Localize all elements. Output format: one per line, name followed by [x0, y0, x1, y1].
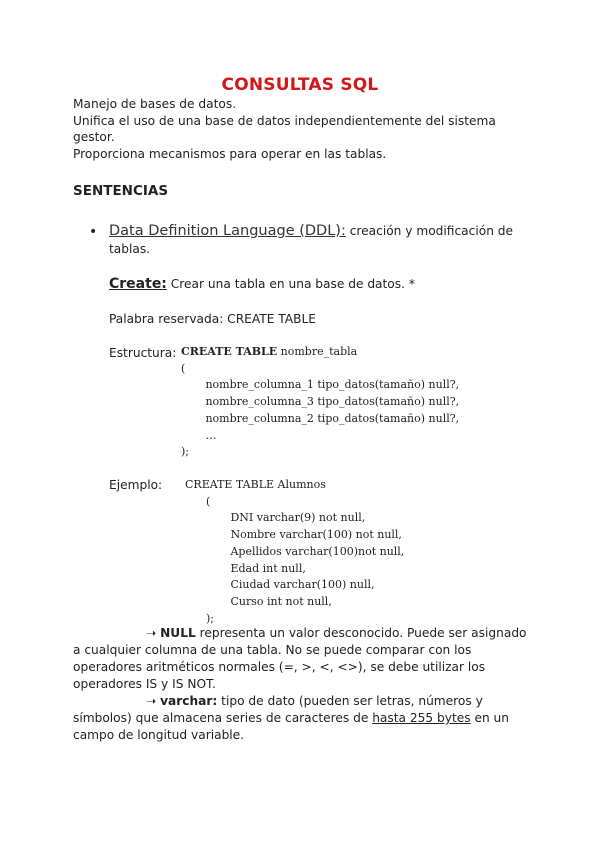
code-line: …: [181, 428, 217, 442]
notes: [73, 625, 533, 744]
varchar-description-end: en un campo de longitud variable.: [73, 711, 509, 742]
ddl-bullet: [109, 222, 549, 258]
code-line: Edad int null,: [185, 561, 306, 575]
code-keyword: CREATE TABLE: [181, 345, 278, 358]
code-line: (: [181, 361, 186, 375]
create-label: Create:: [109, 276, 167, 292]
bullet-icon: •: [89, 224, 98, 240]
section-heading: SENTENCIAS: [73, 183, 169, 199]
code-table-name: nombre_tabla: [277, 345, 358, 358]
code-line: Curso int not null,: [185, 594, 332, 608]
null-description: representa un valor desconocido. Puede ser asignado a cualquier columna de una tabla. No se puede comparar con los operadores aritméticos normales (=, >, <, <>), se debe utilizar los operadores IS y IS NOT.: [73, 626, 527, 691]
arrow-icon: ➝: [146, 694, 161, 708]
code-line: Apellidos varchar(100)not null,: [185, 544, 405, 558]
varchar-note: [73, 693, 533, 744]
null-note: [73, 625, 533, 693]
varchar-description: tipo de dato (pueden ser letras, números y símbolos) que almacena series de caracteres de: [73, 694, 483, 725]
code-line: [181, 344, 459, 361]
intro-line-2: Unifica el uso de una base de datos independientemente del sistema gestor.: [73, 113, 496, 144]
example-code-block: [185, 477, 404, 627]
ddl-title: Data Definition Language (DDL):: [109, 223, 346, 239]
code-line: nombre_columna_2 tipo_datos(tamaño) null?,: [181, 411, 460, 425]
ddl-description: creación y modificación de tablas.: [109, 224, 514, 256]
null-term: NULL: [160, 626, 196, 640]
code-line: nombre_columna_1 tipo_datos(tamaño) null?,: [181, 378, 460, 392]
varchar-limit: hasta 255 bytes: [372, 711, 471, 725]
code-line: (: [185, 494, 211, 508]
intro-line-1: Manejo de bases de datos.: [73, 97, 237, 111]
intro-line-3: Proporciona mecanismos para operar en las tablas.: [73, 146, 387, 161]
example-label: Ejemplo:: [109, 478, 163, 492]
page-title: CONSULTAS SQL: [221, 75, 379, 95]
code-line: Ciudad varchar(100) null,: [185, 578, 375, 592]
reserved-word-line: Palabra reservada: CREATE TABLE: [109, 312, 316, 326]
code-line: );: [185, 611, 214, 625]
varchar-term: varchar:: [160, 694, 218, 708]
code-line: CREATE TABLE Alumnos: [185, 478, 326, 491]
structure-label: Estructura:: [109, 346, 177, 360]
structure-code-block: [181, 344, 459, 461]
intro-paragraph: [73, 96, 523, 162]
create-description: Crear una tabla en una base de datos. *: [166, 277, 415, 291]
code-line: DNI varchar(9) not null,: [185, 511, 366, 525]
create-line: [109, 276, 415, 292]
arrow-icon: ➝: [146, 626, 161, 640]
code-line: Nombre varchar(100) not null,: [185, 528, 402, 542]
code-line: nombre_columna_3 tipo_datos(tamaño) null?,: [181, 395, 460, 409]
code-line: );: [181, 445, 189, 459]
